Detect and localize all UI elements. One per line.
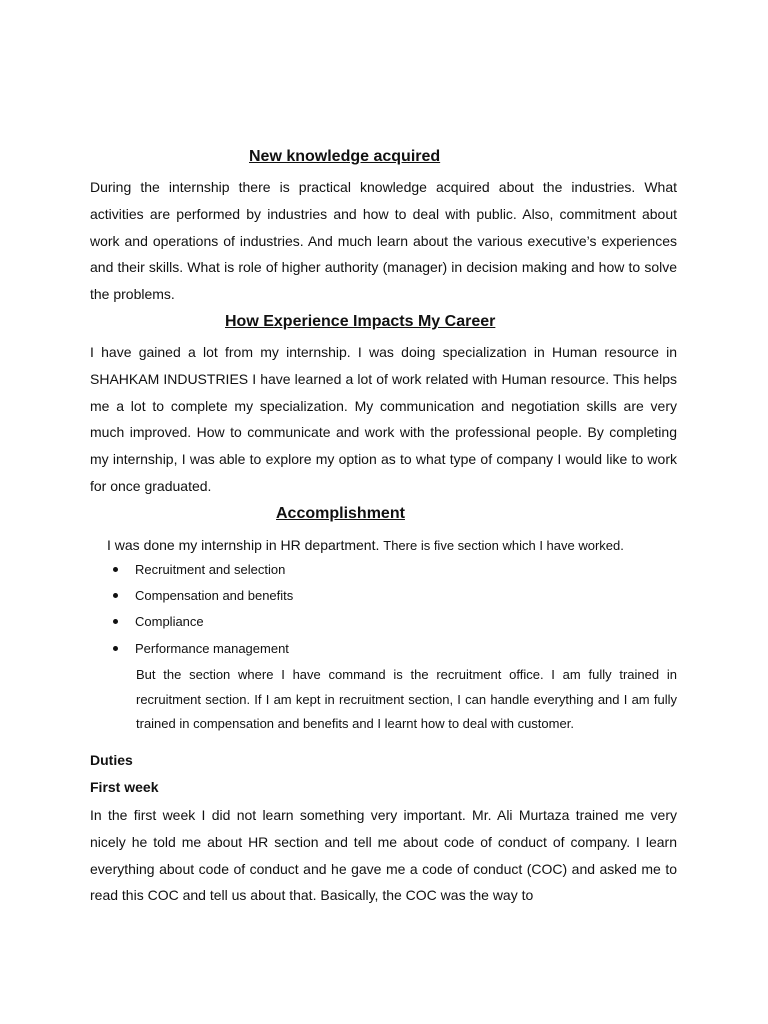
accomplishment-intro <box>107 535 624 556</box>
bullet-icon <box>113 619 118 624</box>
heading-duties: Duties <box>90 752 133 768</box>
paragraph-experience-impact: I have gained a lot from my internship. I was doing specialization in Human resource in SHAHKAM INDUSTRIES I have learned a lot of work related with Human resource. This helps me a lot to complete my specialization. My communication and negotiation skills are very much improved. How to communicate and work with the professional people. By completing my internship, I was able to explore my option as to what type of company I would like to work for once graduated. <box>90 344 677 494</box>
bullet-icon <box>113 567 118 572</box>
bullet-icon <box>113 646 118 651</box>
paragraph-accomplishment-follow-up: But the section where I have command is the recruitment office. I am fully trained in recruitment section. If I am kept in recruitment section, I can handle everything and I am fully trained in compensation and benefits and I learnt how to deal with customer. <box>136 667 677 731</box>
section-list <box>110 560 293 665</box>
accomplishment-intro-part1: I was done my internship in HR department. <box>107 537 380 553</box>
list-item-text: Compliance <box>135 614 204 630</box>
list-item-text: Performance management <box>135 640 289 656</box>
list-item <box>110 586 293 612</box>
bullet-icon <box>113 593 118 598</box>
list-item <box>110 639 293 665</box>
heading-new-knowledge: New knowledge acquired <box>249 148 441 165</box>
list-item <box>110 612 293 638</box>
heading-accomplishment: Accomplishment <box>276 505 405 522</box>
list-item-text: Recruitment and selection <box>135 562 286 577</box>
paragraph-new-knowledge: During the internship there is practical knowledge acquired about the industries. What activities are performed by industries and how to deal with public. Also, commitment about work and operations of industries. And much learn about the various executive’s experiences and their skills. What is role of higher authority (manager) in decision making and how to solve the problems. <box>90 179 677 303</box>
list-item <box>110 560 293 586</box>
list-item-text: Compensation and benefits <box>135 588 294 604</box>
heading-experience-impact: How Experience Impacts My Career <box>225 313 496 330</box>
paragraph-first-week: In the first week I did not learn something very important. Mr. Ali Murtaza trained me very nicely he told me about HR section and tell me about code of conduct of company. I learn everything about code of conduct and he gave me a code of conduct (COC) and asked me to read this COC and tell us about that. Basically, the COC was the way to <box>90 807 677 904</box>
accomplishment-intro-part2: There is five section which I have worked. <box>383 538 624 553</box>
heading-first-week: First week <box>90 779 159 795</box>
